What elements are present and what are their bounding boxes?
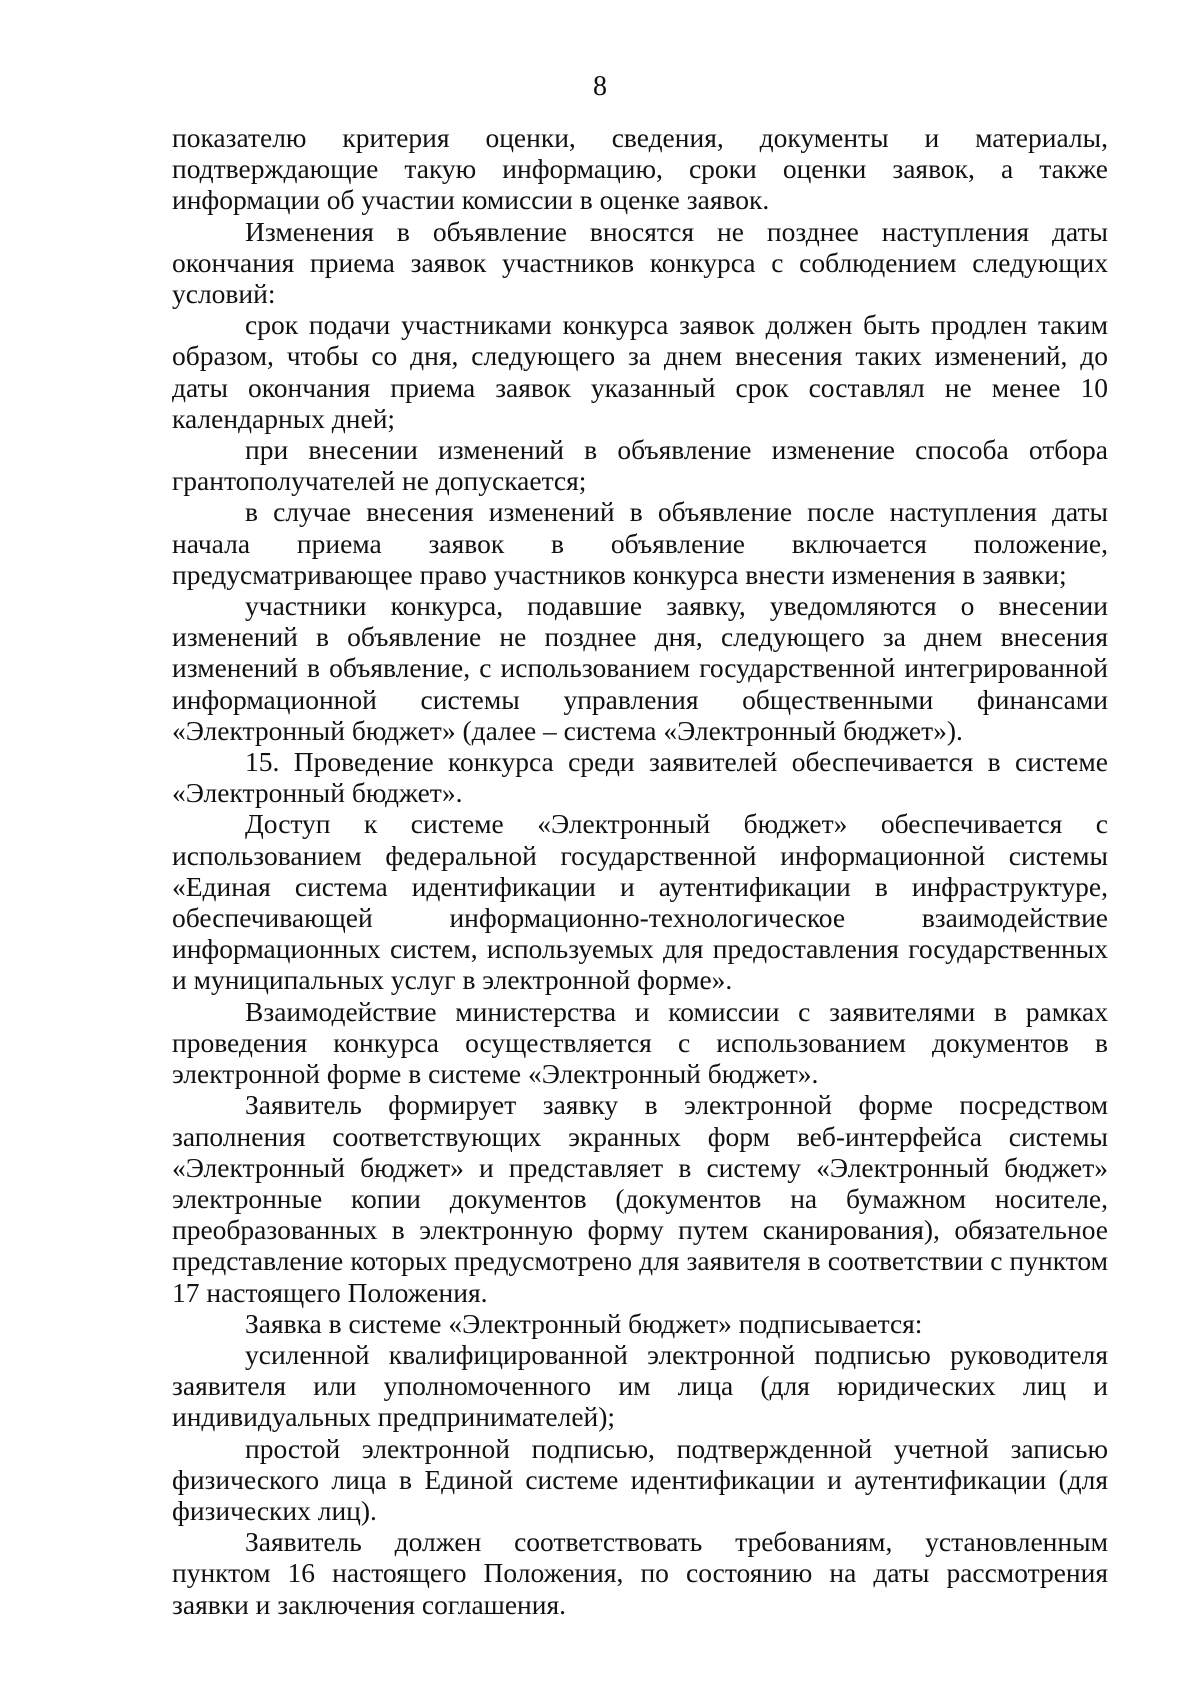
paragraph: при внесении изменений в объявление изменение способа отбора грантополучателей не допускается; xyxy=(172,434,1108,497)
paragraph: Доступ к системе «Электронный бюджет» обеспечивается с использованием федеральной государственной информационной системы «Единая система идентификации и аутентификации в инфраструктуре, обеспечивающей информационно-технологическое взаимодействие информационных систем, используемых для предоставления государственных и муниципальных услуг в электронной форме». xyxy=(172,808,1108,996)
paragraph: в случае внесения изменений в объявление после наступления даты начала приема заявок в объявление включается положение, предусматривающее право участников конкурса внести изменения в заявки; xyxy=(172,496,1108,590)
paragraph: Заявитель должен соответствовать требованиям, установленным пунктом 16 настоящего Положения, по состоянию на даты рассмотрения заявки и заключения соглашения. xyxy=(172,1526,1108,1620)
paragraph: Заявитель формирует заявку в электронной форме посредством заполнения соответствующих экранных форм веб-интерфейса системы «Электронный бюджет» и представляет в систему «Электронный бюджет» электронные копии документов (документов на бумажном носителе, преобразованных в электронную форму путем сканирования), обязательное представление которых предусмотрено для заявителя в соответствии с пунктом 17 настоящего Положения. xyxy=(172,1089,1108,1308)
page-number: 8 xyxy=(593,71,607,102)
paragraph: усиленной квалифицированной электронной подписью руководителя заявителя или уполномоченного им лица (для юридических лиц и индивидуальных предпринимателей); xyxy=(172,1338,1108,1433)
paragraph: Взаимодействие министерства и комиссии с заявителями в рамках проведения конкурса осуществляется с использованием документов в электронной форме в системе «Электронный бюджет». xyxy=(172,995,1108,1090)
paragraph: простой электронной подписью, подтвержденной учетной записью физического лица в Единой системе идентификации и аутентификации (для физических лиц). xyxy=(172,1432,1108,1526)
paragraph: Изменения в объявление вносятся не позднее наступления даты окончания приема заявок участников конкурса с соблюдением следующих условий: xyxy=(172,215,1108,310)
paragraph: срок подачи участниками конкурса заявок должен быть продлен таким образом, чтобы со дня, следующего за днем внесения таких изменений, до даты окончания приема заявок указанный срок составлял не менее 10 календарных дней; xyxy=(172,309,1108,434)
paragraph: 15. Проведение конкурса среди заявителей обеспечивается в системе «Электронный бюджет». xyxy=(172,746,1108,809)
document-body xyxy=(172,122,1108,1620)
paragraph: Заявка в системе «Электронный бюджет» подписывается: xyxy=(245,1307,923,1339)
paragraph: участники конкурса, подавшие заявку, уведомляются о внесении изменений в объявление не позднее дня, следующего за днем внесения изменений в объявление, с использованием государственной интегрированной информационной системы управления общественными финансами «Электронный бюджет» (далее – система «Электронный бюджет»). xyxy=(172,590,1108,746)
paragraph: показателю критерия оценки, сведения, документы и материалы, подтверждающие такую информацию, сроки оценки заявок, а также информации об участии комиссии в оценке заявок. xyxy=(172,122,1108,216)
